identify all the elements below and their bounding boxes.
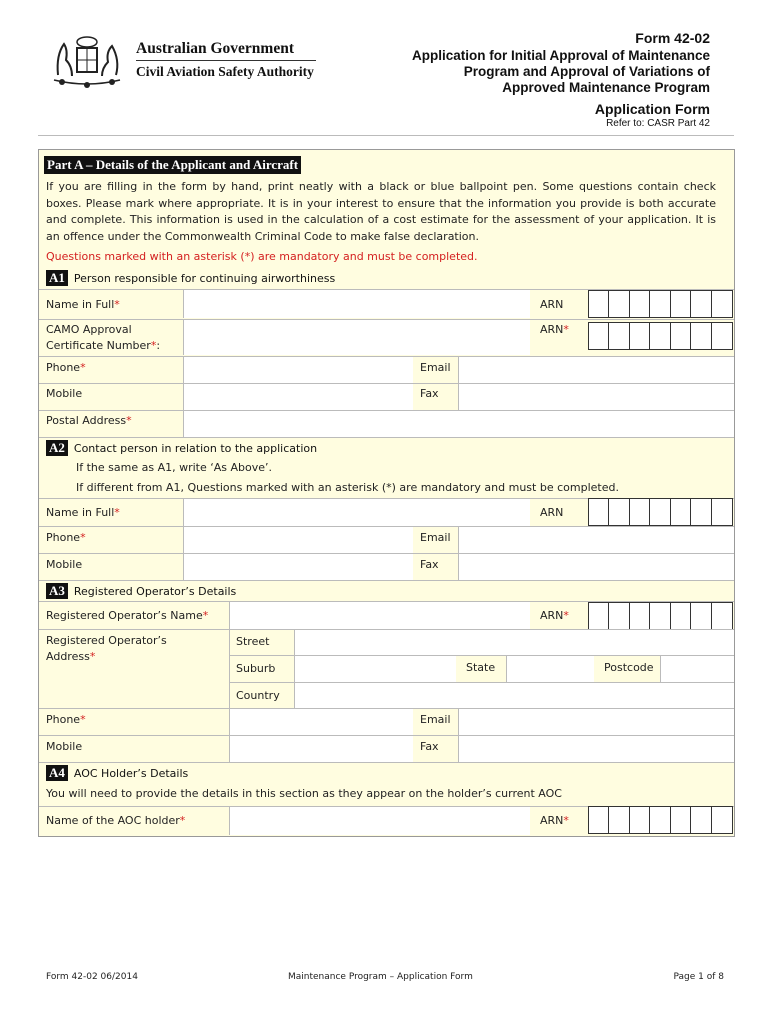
label-text: Certificate Number bbox=[46, 339, 151, 352]
arn-digit bbox=[630, 499, 650, 525]
asterisk: * bbox=[80, 531, 86, 544]
a3-street-input[interactable] bbox=[294, 630, 734, 655]
a2-name-label bbox=[46, 505, 120, 521]
arn-digit bbox=[609, 807, 629, 833]
a1-phone-input[interactable] bbox=[183, 357, 413, 383]
a3-title: Registered Operator’s Details bbox=[73, 585, 237, 598]
label-text: Phone bbox=[46, 713, 81, 726]
arn-digit bbox=[691, 499, 711, 525]
a3-email-label: Email bbox=[420, 713, 451, 726]
a3-postcode-label: Postcode bbox=[604, 661, 654, 674]
a4-badge: A4 bbox=[46, 765, 68, 781]
arn-digit bbox=[589, 807, 609, 833]
a1-email-label: Email bbox=[420, 361, 451, 374]
a3-country-input[interactable] bbox=[294, 683, 734, 708]
a3-postcode-input[interactable] bbox=[660, 656, 734, 682]
a1-camo-input[interactable] bbox=[183, 320, 530, 355]
arn-digit bbox=[671, 323, 691, 349]
a2-email-input[interactable] bbox=[458, 527, 734, 553]
a1-arn-label: ARN bbox=[540, 298, 564, 311]
asterisk: * bbox=[563, 814, 569, 827]
arn-digit bbox=[589, 323, 609, 349]
refer-text: Refer to: CASR Part 42 bbox=[606, 118, 710, 129]
asterisk: * bbox=[202, 609, 209, 622]
a3-country-label: Country bbox=[236, 689, 280, 702]
asterisk: * bbox=[89, 650, 96, 663]
a1-title: Person responsible for continuing airworthiness bbox=[73, 272, 336, 285]
arn-digit bbox=[589, 291, 609, 317]
a2-fax-label: Fax bbox=[420, 558, 439, 571]
a1-mobile-input[interactable] bbox=[183, 384, 413, 410]
a1-header bbox=[46, 270, 335, 286]
a3-phone-label bbox=[46, 712, 86, 728]
arn-digit bbox=[671, 603, 691, 629]
row-divider bbox=[39, 437, 734, 438]
a1-mobile-label: Mobile bbox=[46, 387, 83, 400]
arn-digit bbox=[671, 499, 691, 525]
a1-camo-label: CAMO Approval Certificate Number*: bbox=[46, 323, 161, 352]
arn-digit bbox=[609, 323, 629, 349]
label-text: Registered Operator’s Name bbox=[46, 609, 203, 622]
arn-digit bbox=[691, 323, 711, 349]
a3-suburb-label: Suburb bbox=[236, 662, 276, 675]
a3-state-label: State bbox=[466, 661, 496, 674]
a2-phone-input[interactable] bbox=[183, 527, 413, 553]
a4-name-input[interactable] bbox=[229, 807, 530, 835]
intro-text: If you are filling in the form by hand, print neatly with a black or blue ballpoint pen. Some questions contain check boxes. Please mark where appropriate. It is in your interest to ensure that the information you provide is both accurate and complete. This information is used in the calculation of a cost estimate for the assessment of your application. It is an offence under the Commonwealth Criminal Code to make false declaration. bbox=[46, 180, 716, 243]
label-text: CAMO Approval bbox=[46, 323, 132, 336]
label-text: ARN bbox=[540, 814, 564, 827]
label-text: Address bbox=[46, 650, 90, 663]
a3-suburb-input[interactable] bbox=[294, 656, 456, 682]
a2-header bbox=[46, 440, 317, 456]
arn-digit bbox=[712, 807, 732, 833]
a2-badge: A2 bbox=[46, 440, 68, 456]
column-divider bbox=[229, 630, 230, 708]
a3-fax-label: Fax bbox=[420, 740, 439, 753]
a2-mobile-label: Mobile bbox=[46, 558, 83, 571]
arn-digit bbox=[650, 323, 670, 349]
a3-mobile-label: Mobile bbox=[46, 740, 83, 753]
arn-digit bbox=[609, 291, 629, 317]
label-text: ARN bbox=[540, 323, 564, 336]
application-form-title: Application Form bbox=[594, 101, 710, 117]
a3-badge: A3 bbox=[46, 583, 68, 599]
arn-digit bbox=[712, 603, 732, 629]
a3-state-input[interactable] bbox=[506, 656, 594, 682]
asterisk: * bbox=[114, 298, 120, 311]
label-text: Phone bbox=[46, 531, 81, 544]
a4-arn-input[interactable] bbox=[588, 806, 733, 834]
authority-name: Civil Aviation Safety Authority bbox=[136, 64, 314, 79]
a1-arn-input[interactable] bbox=[588, 290, 733, 318]
asterisk: * bbox=[150, 339, 157, 352]
arn-digit bbox=[630, 603, 650, 629]
a2-title: Contact person in relation to the application bbox=[73, 442, 318, 455]
a1-camo-arn-label bbox=[540, 322, 569, 338]
a3-phone-input[interactable] bbox=[229, 709, 413, 735]
a1-email-input[interactable] bbox=[458, 357, 734, 383]
a1-phone-label bbox=[46, 360, 86, 376]
label-text: Name of the AOC holder bbox=[46, 814, 180, 827]
arn-digit bbox=[650, 603, 670, 629]
asterisk: * bbox=[126, 414, 132, 427]
row-divider bbox=[39, 762, 734, 763]
a4-name-label bbox=[46, 813, 185, 829]
a4-arn-label bbox=[540, 813, 569, 829]
a1-fax-label: Fax bbox=[420, 387, 439, 400]
header-divider bbox=[38, 135, 734, 136]
arn-digit bbox=[691, 603, 711, 629]
asterisk: * bbox=[80, 361, 86, 374]
arn-digit bbox=[650, 499, 670, 525]
footer-title: Maintenance Program – Application Form bbox=[288, 972, 473, 982]
footer-form-ref: Form 42-02 06/2014 bbox=[46, 972, 138, 982]
asterisk: * bbox=[179, 814, 186, 827]
arn-digit bbox=[712, 323, 732, 349]
a1-postal-input[interactable] bbox=[183, 411, 734, 437]
a4-header bbox=[46, 765, 188, 781]
a2-diff-note: If different from A1, Questions marked with an asterisk (*) are mandatory and must be completed. bbox=[76, 481, 619, 494]
label-text: Phone bbox=[46, 361, 81, 374]
arn-digit bbox=[609, 603, 629, 629]
a3-fax-input[interactable] bbox=[458, 736, 734, 762]
label-text: Registered Operator’s bbox=[46, 634, 167, 647]
a3-mobile-input[interactable] bbox=[229, 736, 413, 762]
logo-divider bbox=[136, 60, 316, 61]
a1-camo-arn-input[interactable] bbox=[588, 322, 733, 350]
label-text: Postal Address bbox=[46, 414, 127, 427]
a3-name-label bbox=[46, 608, 208, 624]
a3-address-label bbox=[46, 633, 167, 665]
arn-digit bbox=[712, 291, 732, 317]
a1-postal-label bbox=[46, 413, 132, 429]
arn-digit bbox=[650, 807, 670, 833]
a2-mobile-input[interactable] bbox=[183, 554, 413, 580]
form-title-line: Application for Initial Approval of Maintenance bbox=[411, 48, 710, 63]
a3-street-label: Street bbox=[236, 635, 270, 648]
arn-digit bbox=[671, 291, 691, 317]
form-title-line: Program and Approval of Variations of bbox=[463, 64, 710, 79]
label-text: ARN bbox=[540, 609, 564, 622]
a3-arn-input[interactable] bbox=[588, 602, 733, 630]
a3-header bbox=[46, 583, 236, 599]
asterisk: * bbox=[563, 609, 569, 622]
a3-name-input[interactable] bbox=[229, 602, 530, 629]
asterisk: * bbox=[80, 713, 86, 726]
a2-same-note: If the same as A1, write ‘As Above’. bbox=[76, 461, 273, 474]
a1-name-input[interactable] bbox=[183, 290, 530, 318]
a2-arn-label: ARN bbox=[540, 506, 564, 519]
arn-digit bbox=[650, 291, 670, 317]
asterisk: * bbox=[563, 323, 569, 336]
a2-fax-input[interactable] bbox=[458, 554, 734, 580]
a2-arn-input[interactable] bbox=[588, 498, 733, 526]
label-text: Name in Full bbox=[46, 506, 115, 519]
form-title bbox=[350, 48, 710, 96]
a2-email-label: Email bbox=[420, 531, 451, 544]
label-text: Name in Full bbox=[46, 298, 115, 311]
arn-digit bbox=[630, 291, 650, 317]
asterisk: * bbox=[114, 506, 120, 519]
arn-digit bbox=[712, 499, 732, 525]
arn-digit bbox=[630, 807, 650, 833]
a1-badge: A1 bbox=[46, 270, 68, 286]
a1-name-label bbox=[46, 297, 120, 313]
arn-digit bbox=[630, 323, 650, 349]
footer-page-number: Page 1 of 8 bbox=[673, 972, 724, 982]
arn-digit bbox=[691, 807, 711, 833]
a4-title: AOC Holder’s Details bbox=[73, 767, 189, 780]
government-name: Australian Government bbox=[136, 40, 295, 57]
a3-arn-label bbox=[540, 608, 569, 624]
a2-name-input[interactable] bbox=[183, 499, 530, 526]
a1-fax-input[interactable] bbox=[458, 384, 734, 410]
mandatory-note: Questions marked with an asterisk (*) are mandatory and must be completed. bbox=[46, 250, 478, 263]
arn-digit bbox=[589, 499, 609, 525]
row-divider bbox=[39, 580, 734, 581]
arn-digit bbox=[589, 603, 609, 629]
form-title-line: Approved Maintenance Program bbox=[502, 80, 710, 95]
arn-digit bbox=[691, 291, 711, 317]
a2-phone-label bbox=[46, 530, 86, 546]
arn-digit bbox=[609, 499, 629, 525]
part-a-heading: Part A – Details of the Applicant and Aircraft bbox=[44, 156, 301, 174]
coat-of-arms-logo bbox=[50, 30, 125, 90]
arn-digit bbox=[671, 807, 691, 833]
a4-note: You will need to provide the details in this section as they appear on the holder’s current AOC bbox=[46, 787, 562, 800]
form-number: Form 42-02 bbox=[635, 30, 710, 46]
a3-email-input[interactable] bbox=[458, 709, 734, 735]
